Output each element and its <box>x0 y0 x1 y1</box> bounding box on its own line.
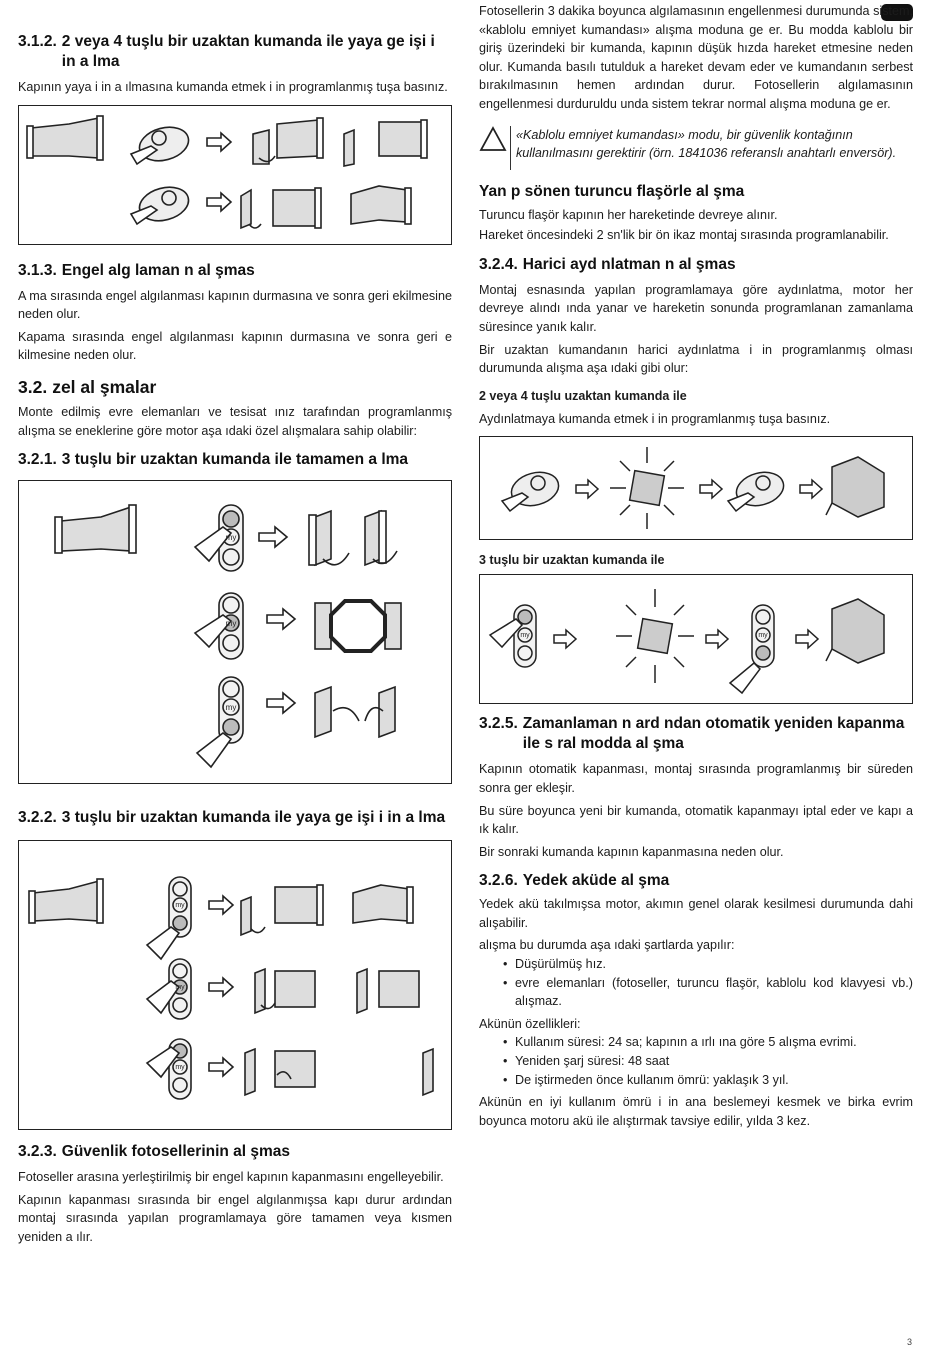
lighting-diagram <box>480 437 912 539</box>
list-item: • Düşürülmüş hız. <box>503 955 913 974</box>
heading-3-2-1 <box>18 450 452 470</box>
remote-gate-diagram <box>19 481 451 783</box>
paragraph: Monte edilmiş evre elemanları ve tesisat ınız tarafından programlanmış alışma se eneklerine göre motor aşa ıdaki özel alışmalara sahip olabilir: <box>18 404 452 438</box>
paragraph: Kapının yaya i in a ılmasına kumanda etmek i in programlanmış tuşa basınız. <box>18 80 448 94</box>
heading-3-2-3 <box>18 1142 452 1162</box>
left-column <box>18 28 452 1247</box>
paragraph: Yedek akü takılmışsa motor, akımın genel olarak kesilmesi durumunda dahi alışabilir. <box>479 897 913 930</box>
figure-lighting-2-4-button <box>479 436 913 540</box>
heading-number: 3.1.3. <box>18 261 57 279</box>
heading-text: Engel alg laman n al şmas <box>61 261 255 279</box>
heading-text: Harici ayd nlatman n al şmas <box>522 255 736 273</box>
list-item: • De iştirmeden önce kullanım ömrü: yaklaşık 3 yıl. <box>503 1071 913 1090</box>
paragraph: Montaj esnasında yapılan programlamaya göre aydınlatma, motor her devreye alındı ında yanar ve hareketin sonunda programlanan zamanlama süresince yanık kalır. <box>479 282 913 334</box>
remote-my-label: my <box>175 984 185 992</box>
heading-text: Zamanlaman n ard ndan otomatik yeniden kapanma ile s ral modda al şma <box>522 715 905 753</box>
list-item: • evre elemanları (fotoseller, turuncu flaşör, kablolu kod klavyesi vb.) alışmaz. <box>503 974 913 1011</box>
heading-text: Yedek aküde al şma <box>522 872 670 890</box>
heading-text: 2 veya 4 tuşlu bir uzaktan kumanda ile yaya ge işi i in a lma <box>61 33 435 70</box>
heading-number: 3.2.3. <box>18 1143 57 1161</box>
bullet-list <box>479 1033 913 1089</box>
heading-3-2 <box>18 377 452 397</box>
bullet-list <box>479 955 913 1011</box>
figure-full-open-3-button <box>18 480 452 784</box>
subheading: 2 veya 4 tuşlu uzaktan kumanda ile <box>479 388 687 403</box>
paragraph: Kapama sırasında engel algılanması kapının durmasına ve sonra geri e kilmesine neden olur. <box>18 329 452 363</box>
note-text: «Kablolu emniyet kumandası» modu, bir güvenlik kontağının kullanılmasını gerektirir (örn. 1841036 referanslı anahtarlı enversör). <box>516 127 897 161</box>
heading-number: 3.2.5. <box>479 715 518 733</box>
heading-3-2-2 <box>18 808 452 828</box>
paragraph: Kapının kapanması sırasında bir engel algılanmışsa kapı durur ardından montaj sırasında yapılan programlamaya göre tamamen veya kısmen yeniden a ılır. <box>18 1192 452 1244</box>
paragraph: Akünün en iyi kullanım ömrü i in ana beslemeyi kesmek ve birka evrim boyunca motoru akü ile alıştırmak tavsiye edilir, yılda 3 kez. <box>479 1095 913 1128</box>
subheading: 3 tuşlu bir uzaktan kumanda ile <box>479 553 665 568</box>
figure-lighting-3-button <box>479 574 913 704</box>
heading-3-2-6 <box>479 871 913 891</box>
paragraph: Aydınlatmaya kumanda etmek i in programlanmış tuşa basınız. <box>479 411 831 426</box>
remote-gate-diagram <box>19 841 451 1129</box>
paragraph: Fotosellerin 3 dakika boyunca algılamasının engellenmesi durumunda sistem, «kablolu emniyet kumandası» alışma moduna ge er. Bu modda kablolu bir giriş üzerindeki bir kumanda, kapının düşük hızda hareket etmesine neden olur. Kumanda basılı tutulduk a hareket devam eder ve kumandanın serbest bırakılmasının hemen ardından durur. Fotosellerin algılamasının engellenmesi durduruldu unda sistem tekrar normal alışma moduna ge er. <box>479 4 913 111</box>
paragraph: Turuncu flaşör kapının her hareketinde devreye alınır. <box>479 207 778 222</box>
remote-my-label: my <box>225 619 237 629</box>
remote-my-label: my <box>175 902 185 910</box>
right-column <box>479 2 913 1130</box>
page-number: 3 <box>906 1337 912 1347</box>
remote-my-label: my <box>758 632 768 640</box>
note-box <box>479 126 913 170</box>
list-item: • Kullanım süresi: 24 sa; kapının a ırlı ına göre 5 alışma evrimi. <box>503 1033 913 1052</box>
heading-number: 3.2. <box>18 376 48 397</box>
remote-my-label: my <box>175 1064 185 1072</box>
figure-pedestrian-2-4-button <box>18 105 452 245</box>
gate-diagram <box>19 106 451 244</box>
heading-number: 3.2.1. <box>18 451 57 469</box>
heading-text: zel al şmalar <box>52 376 157 397</box>
remote-my-label: my <box>520 632 530 640</box>
paragraph: A ma sırasında engel algılanması kapının durmasına ve sonra geri ekilmesine neden olur. <box>18 288 452 322</box>
heading-text: Güvenlik fotosellerinin al şmas <box>61 1143 291 1161</box>
remote-my-label: my <box>225 703 237 713</box>
paragraph: Bir uzaktan kumandanın harici aydınlatma i in programlanmış olması durumunda alışma aşa ıdaki gibi olur: <box>479 342 913 376</box>
warning-icon <box>479 126 511 170</box>
paragraph: Hareket öncesindeki 2 sn'lik bir ön ikaz montaj sırasında programlanabilir. <box>479 228 889 243</box>
heading-3-2-4 <box>479 255 913 275</box>
heading-3-2-5 <box>479 714 913 754</box>
paragraph: Bu süre boyunca yeni bir kumanda, otomatik kapanmayı iptal eder ve kapı a ık kalır. <box>479 803 913 837</box>
heading-number: 3.2.6. <box>479 872 518 890</box>
paragraph: alışma bu durumda aşa ıdaki şartlarda yapılır: <box>479 938 735 953</box>
heading-text: 3 tuşlu bir uzaktan kumanda ile yaya ge işi i in a lma <box>61 809 446 827</box>
heading-3-1-2 <box>18 32 452 72</box>
heading-number: 3.2.2. <box>18 809 57 827</box>
figure-pedestrian-3-button <box>18 840 452 1130</box>
heading-text: 3 tuşlu bir uzaktan kumanda ile tamamen a lma <box>61 451 409 469</box>
remote-my-label: my <box>225 533 237 543</box>
heading-flasher: Yan p sönen turuncu flaşörle al şma <box>479 182 745 200</box>
heading-number: 3.2.4. <box>479 255 518 273</box>
paragraph: Fotoseller arasına yerleştirilmiş bir engel kapının kapanmasını engelleyebilir. <box>18 1170 444 1185</box>
paragraph: Bir sonraki kumanda kapının kapanmasına neden olur. <box>479 844 784 859</box>
lighting-diagram <box>480 575 912 703</box>
list-item: • Yeniden şarj süresi: 48 saat <box>503 1052 913 1071</box>
paragraph: Akünün özellikleri: <box>479 1016 581 1031</box>
heading-3-1-3 <box>18 261 452 281</box>
heading-number: 3.1.2. <box>18 33 57 50</box>
paragraph: Kapının otomatik kapanması, montaj sırasında programlanmış bir süreden sonra ger ekleşir. <box>479 762 913 795</box>
